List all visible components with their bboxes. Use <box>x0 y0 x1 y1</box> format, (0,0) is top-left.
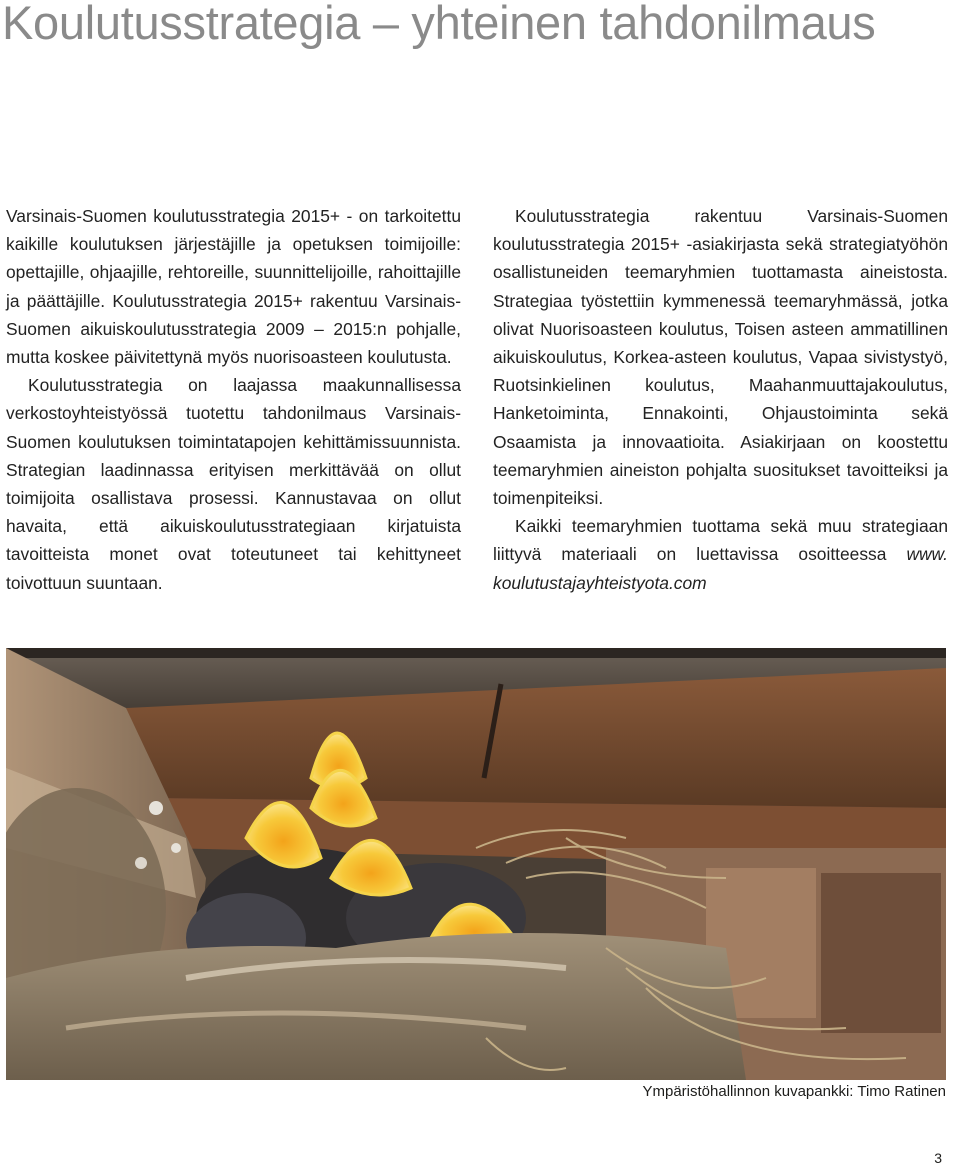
page-title: Koulutusstrategia – yhteinen tahdonilmaus <box>2 0 876 49</box>
left-text-column <box>6 202 461 597</box>
right-text-column <box>493 202 948 597</box>
paragraph: Koulutusstrategia on laajassa maakunnallisessa verkostoyhteistyössä tuotettu tahdonilmaus Varsinais-Suomen koulutuksen toimintatapojen kehittämissuunnista. Strategian laadinnassa erityisen merkittävää on ollut toimijoita osallistava prosessi. Kannustavaa on ollut havaita, että aikuiskoulutusstrategiaan kirjatuista tavoitteista monet ovat toteutuneet tai kehittyneet toivottuun suuntaan. <box>6 375 461 593</box>
swallow-chicks-photo <box>6 648 946 1080</box>
paragraph: Koulutusstrategia rakentuu Varsinais-Suomen koulutusstrategia 2015+ -asiakirjasta sekä strategiatyöhön osallistuneiden teemaryhmien tuottamasta aineistosta. Strategiaa työstettiin kymmenessä teemaryhmässä, jotka olivat Nuorisoasteen koulutus, Toisen asteen ammatillinen aikuiskoulutus, Korkea-asteen koulutus, Vapaa sivistystyö, Ruotsinkielinen koulutus, Maahanmuuttajakoulutus, Hanketoiminta, Ennakointi, Ohjaustoiminta sekä Osaamista ja innovaatioita. Asiakirjaan on koostettu teemaryhmien aineiston pohjalta suositukset tavoitteiksi ja toimenpiteiksi. <box>493 206 948 509</box>
website-link[interactable]: www. koulutustajayhteistyota.com <box>493 544 948 593</box>
paragraph: Varsinais-Suomen koulutusstrategia 2015+ - on tarkoitettu kaikille koulutuksen järjestäjille ja opetuksen toimijoille: opettajille, ohjaajille, rehtoreille, suunnittelijoille, rahoittajille ja päättäjille. Koulutusstrategia 2015+ rakentuu Varsinais-Suomen aikuiskoulutusstrategia 2009 – 2015:n pohjalle, mutta koskee päivitettynä myös nuorisoasteen koulutusta. <box>6 206 461 368</box>
page-number: 3 <box>934 1150 942 1166</box>
paragraph <box>493 512 948 597</box>
paragraph-text: Kaikki teemaryhmien tuottama sekä muu strategiaan liittyvä materiaali on luettavissa osoitteessa <box>493 516 948 565</box>
photo-caption: Ympäristöhallinnon kuvapankki: Timo Ratinen <box>642 1083 946 1100</box>
